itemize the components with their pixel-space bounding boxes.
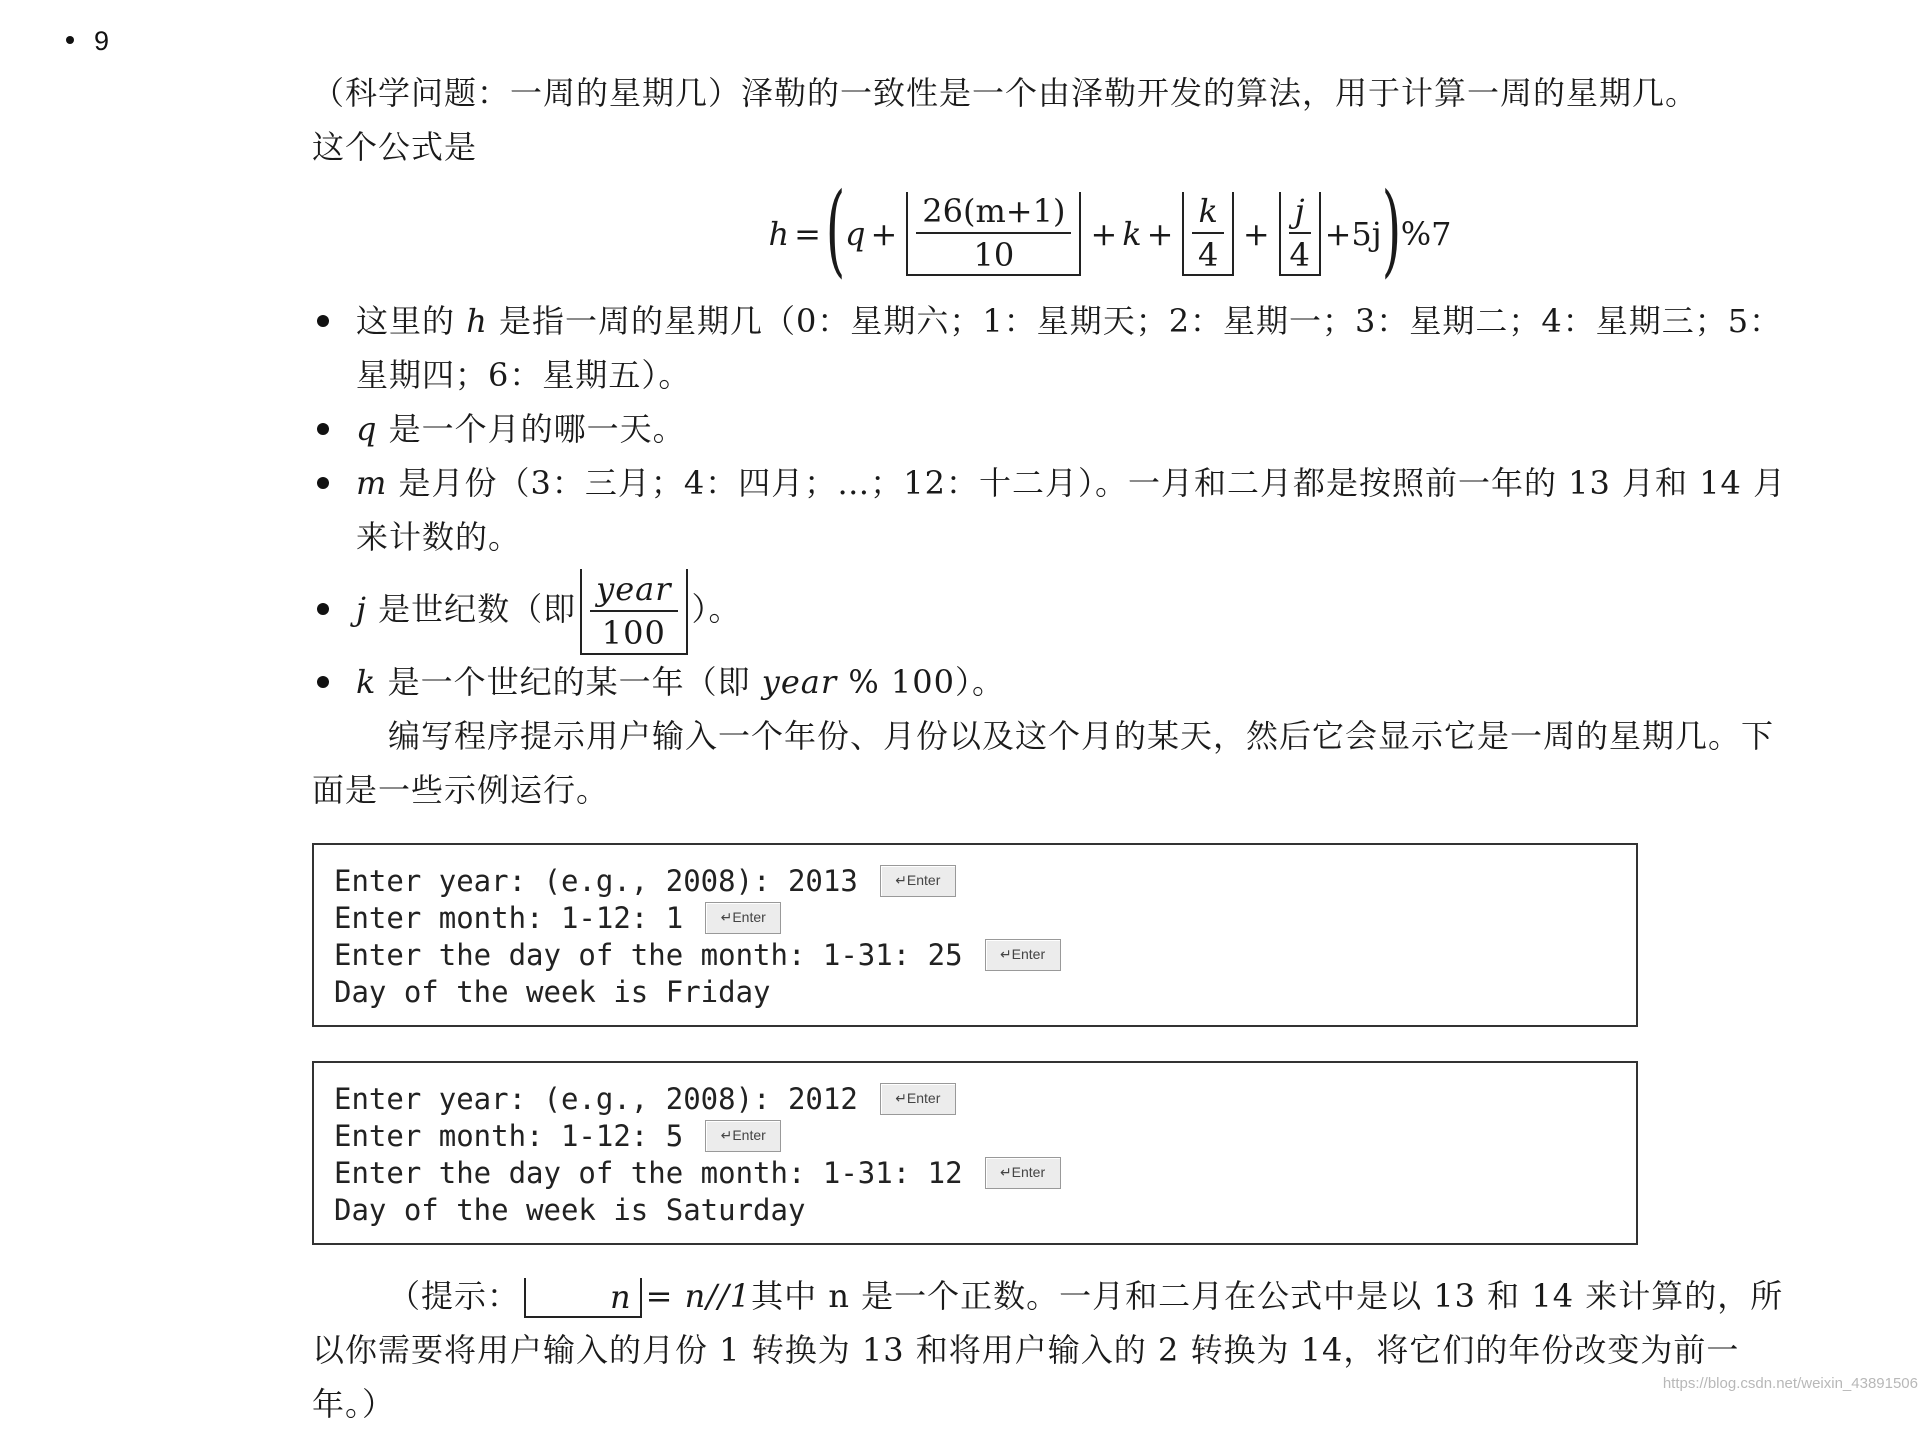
hint-paragraph [312,1269,1798,1431]
watermark: https://blog.csdn.net/weixin_43891506 [1662,1375,1918,1392]
formula-lhs: h [768,215,790,253]
enter-key-icon: ↵Enter [985,1157,1061,1189]
fraction-2 [1192,192,1223,274]
fraction-1 [916,192,1071,274]
code-line [334,937,1616,974]
enter-key-icon: ↵Enter [705,902,781,934]
bullet-dot [317,676,329,688]
intro-line-1: （科学问题：一周的星期几）泽勒的一致性是一个由泽勒开发的算法，用于计算一周的星期几。 [312,74,1699,112]
problem-content [312,66,1798,1431]
bullet-dot [66,36,74,44]
bullet-h-prefix: 这里的 [356,302,467,340]
bullet-j-text: 是世纪数（即 [366,590,577,628]
bullet-k-text: 是一个世纪的某一年（即 [376,662,762,701]
code-text: Day of the week is Friday [334,974,771,1009]
formula-plus-2: + [1090,215,1118,253]
bullet-h-var: h [466,302,488,340]
enter-key-icon: ↵Enter [880,1083,956,1115]
hint-text: 其中 n 是一个正数。一月和二月在公式中是以 13 和 14 来计算的，所以你需要将用户输入的月份 1 转换为 13 和将用户输入的 2 转换为 14，将它们的年份改变为前一年。） [312,1276,1784,1423]
floor-term-2 [1182,192,1233,276]
formula-plus-4: + [1242,215,1270,253]
code-line [334,900,1616,937]
intro-line-2: 这个公式是 [312,128,478,166]
hint-prefix: （提示： [388,1276,521,1315]
code-line [334,863,1616,900]
floor-year-100 [580,569,687,655]
code-text: Enter month: 1-12: 5 [334,1118,684,1153]
formula-k: k [1122,215,1142,253]
formula-q: q [844,215,866,253]
code-line [334,1081,1616,1118]
fraction-1-num: 26(m+1) [916,192,1071,234]
list-item [312,456,1798,564]
formula-left-paren: ( [825,171,846,288]
bullet-q-var: q [356,410,378,448]
fraction-2-den: 4 [1197,236,1219,274]
code-text: Enter year: (e.g., 2008): 2012 [334,1081,858,1116]
list-item [312,655,1798,709]
code-line [334,1192,1616,1229]
bullet-dot [317,477,329,489]
bullet-dot [317,315,329,327]
enter-key-icon: ↵Enter [985,939,1061,971]
formula-right-paren: ) [1381,171,1401,288]
hint-eq: = n//1 [645,1276,752,1315]
floor-term-3 [1279,192,1321,276]
definition-list [312,294,1798,709]
code-text: Day of the week is Saturday [334,1192,806,1227]
formula-plus-1: + [870,215,898,253]
bullet-j-var: j [356,590,367,628]
zeller-formula [312,171,1798,294]
code-text: Enter month: 1-12: 1 [334,900,684,935]
fraction-3-den: 4 [1289,236,1310,274]
code-text: Enter the day of the month: 1-31: 12 [334,1155,963,1190]
bullet-m-text: 是月份（3：三月；4：四月；…；12：十二月）。一月和二月都是按照前一年的 13 月和 14 月来计数的。 [356,464,1787,556]
sample-run-1 [312,843,1638,1027]
formula-tail: +5j [1324,215,1382,253]
enter-key-icon: ↵Enter [880,865,956,897]
fraction-3 [1289,192,1311,274]
list-item [312,402,1798,456]
fraction-3-num: j [1289,192,1311,234]
code-text: Enter year: (e.g., 2008): 2013 [334,863,858,898]
formula-mod: %7 [1400,215,1452,253]
hint-floor-n [524,1278,642,1318]
bullet-k-expr: year [761,662,838,701]
bullet-k-var: k [356,662,377,701]
fraction-year-num: year [590,570,677,612]
bullet-h-text: 是指一周的星期几（0：星期六；1：星期天；2：星期一；3：星期二；4：星期三；5：星期四；6：星期五）。 [356,302,1783,394]
enter-key-icon: ↵Enter [705,1120,781,1152]
bullet-q-text: 是一个月的哪一天。 [377,410,686,448]
list-item [312,294,1798,402]
fraction-2-num: k [1192,192,1223,234]
task-paragraph: 编写程序提示用户输入一个年份、月份以及这个月的某天，然后它会显示它是一周的星期几。下面是一些示例运行。 [312,716,1775,809]
sample-run-2 [312,1061,1638,1245]
code-text: Enter the day of the month: 1-31: 25 [334,937,963,972]
bullet-m-var: m [356,464,388,502]
code-line [334,1155,1616,1192]
code-line [334,974,1616,1011]
fraction-year-den: 100 [601,613,666,652]
list-number: 9 [94,26,110,56]
formula-eq: = [794,215,821,253]
bullet-dot [317,603,329,615]
formula-plus-3: + [1146,215,1174,253]
floor-term-1 [906,192,1081,276]
bullet-j-after: ）。 [691,590,742,628]
fraction-1-den: 10 [973,236,1015,274]
hint-floor-var: n [610,1278,632,1316]
bullet-k-expr-tail: % 100）。 [837,662,1005,701]
code-line [334,1118,1616,1155]
list-item [312,564,1798,655]
bullet-dot [317,423,329,435]
fraction-year-100 [590,570,677,652]
list-marker [66,26,109,57]
